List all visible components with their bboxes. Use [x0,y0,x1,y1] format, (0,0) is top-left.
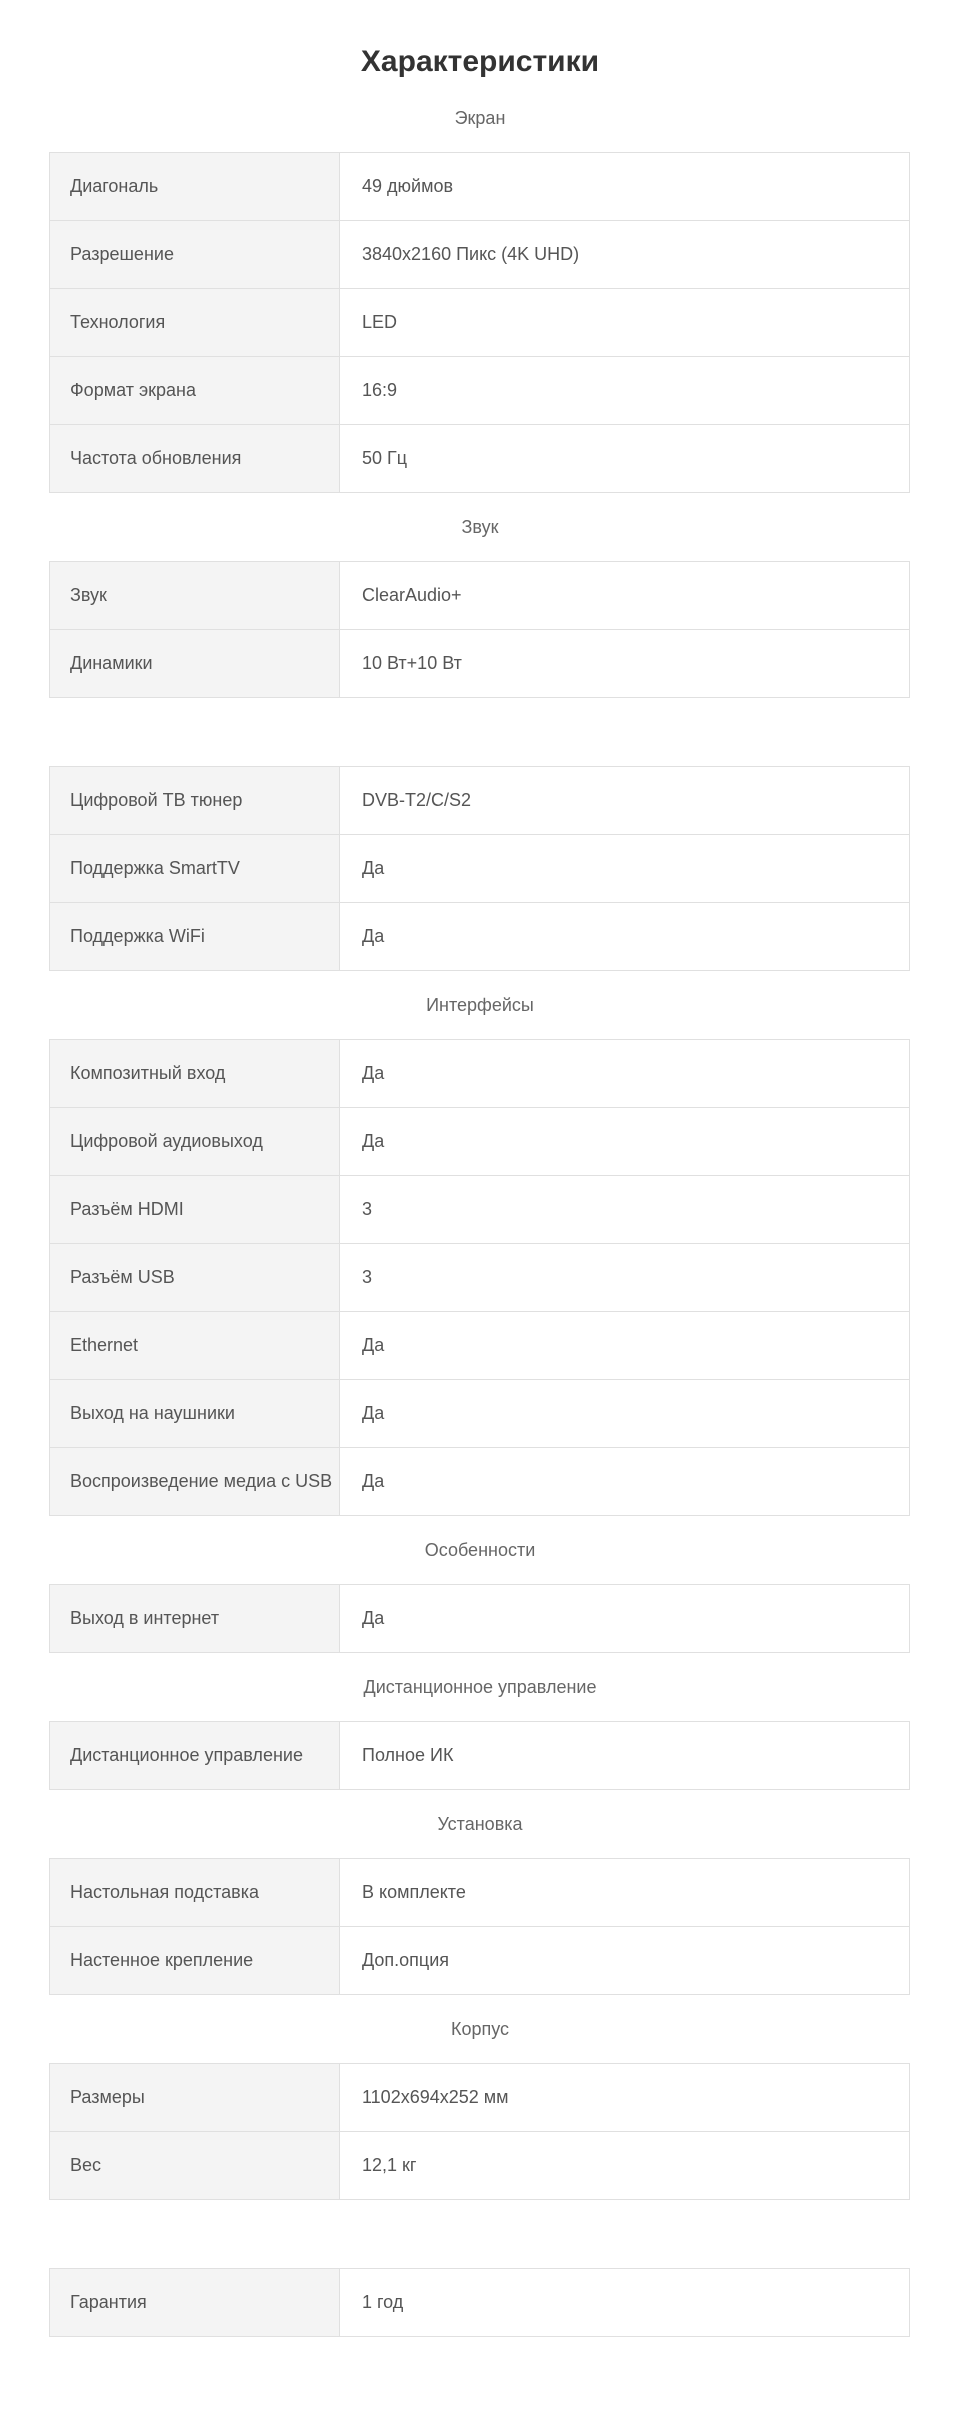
spec-label: Дистанционное управление [50,1722,340,1790]
spec-value: 49 дюймов [340,153,910,221]
spec-value: 10 Вт+10 Вт [340,630,910,698]
table-row [50,289,910,357]
section-heading: Корпус [450,2019,510,2039]
spec-sections [0,84,960,2337]
table-row [50,357,910,425]
spec-value: DVB-T2/C/S2 [340,767,910,835]
spec-label: Поддержка SmartTV [50,835,340,903]
spec-label: Настольная подставка [50,1859,340,1927]
spec-table [49,1858,910,1995]
table-row [50,1380,910,1448]
spec-label: Выход на наушники [50,1380,340,1448]
spec-value: 12,1 кг [340,2132,910,2200]
table-row [50,221,910,289]
spec-label: Диагональ [50,153,340,221]
table-row [50,2064,910,2132]
section-heading: Особенности [424,1540,536,1560]
table-row [50,1040,910,1108]
spec-value: Да [340,835,910,903]
table-row [50,1244,910,1312]
spec-label: Ethernet [50,1312,340,1380]
section-heading: Экран [454,108,506,128]
spec-label: Воспроизведение медиа с USB [50,1448,340,1516]
spec-value: 3 [340,1244,910,1312]
spec-label: Настенное крепление [50,1927,340,1995]
spec-label: Разъём HDMI [50,1176,340,1244]
spec-value: Да [340,903,910,971]
table-row [50,1108,910,1176]
table-row [50,2269,910,2337]
table-row [50,1176,910,1244]
table-row [50,1927,910,1995]
spec-value: В комплекте [340,1859,910,1927]
table-row [50,1722,910,1790]
table-row [50,1859,910,1927]
spec-value: Доп.опция [340,1927,910,1995]
spec-value: Да [340,1312,910,1380]
spec-label: Звук [50,562,340,630]
spec-table [49,1721,910,1790]
spec-label: Гарантия [50,2269,340,2337]
spec-table [49,2063,910,2200]
spec-value: Да [340,1108,910,1176]
spec-label: Вес [50,2132,340,2200]
spec-value: 3 [340,1176,910,1244]
spec-label: Технология [50,289,340,357]
section-heading: Дистанционное управление [363,1677,597,1697]
spec-label: Разрешение [50,221,340,289]
spec-value: 1102x694x252 мм [340,2064,910,2132]
spec-label: Цифровой аудиовыход [50,1108,340,1176]
spec-label: Композитный вход [50,1040,340,1108]
spec-value: Да [340,1448,910,1516]
spec-value: Да [340,1585,910,1653]
table-row [50,1312,910,1380]
spec-value: ClearAudio+ [340,562,910,630]
section-heading: Интерфейсы [426,995,534,1015]
table-row [50,903,910,971]
table-row [50,562,910,630]
spec-value: 3840x2160 Пикс (4K UHD) [340,221,910,289]
table-row [50,767,910,835]
section-spacer [0,698,960,766]
spec-label: Частота обновления [50,425,340,493]
section-heading: Установка [437,1814,523,1834]
spec-value: Да [340,1380,910,1448]
spec-value: 16:9 [340,357,910,425]
table-row [50,153,910,221]
spec-label: Цифровой ТВ тюнер [50,767,340,835]
spec-label: Разъём USB [50,1244,340,1312]
spec-table [49,2268,910,2337]
table-row [50,1448,910,1516]
spec-label: Поддержка WiFi [50,903,340,971]
section-spacer [0,2200,960,2268]
table-row [50,835,910,903]
spec-label: Формат экрана [50,357,340,425]
table-row [50,425,910,493]
spec-table [49,152,910,493]
table-row [50,1585,910,1653]
spec-value: Да [340,1040,910,1108]
spec-label: Динамики [50,630,340,698]
spec-value: 1 год [340,2269,910,2337]
section-heading: Звук [461,517,499,537]
spec-table [49,1584,910,1653]
spec-label: Размеры [50,2064,340,2132]
spec-value: 50 Гц [340,425,910,493]
table-row [50,630,910,698]
spec-value: LED [340,289,910,357]
page-title: Характеристики [360,45,600,78]
spec-table [49,561,910,698]
spec-table [49,766,910,971]
table-row [50,2132,910,2200]
spec-value: Полное ИК [340,1722,910,1790]
spec-table [49,1039,910,1516]
spec-label: Выход в интернет [50,1585,340,1653]
